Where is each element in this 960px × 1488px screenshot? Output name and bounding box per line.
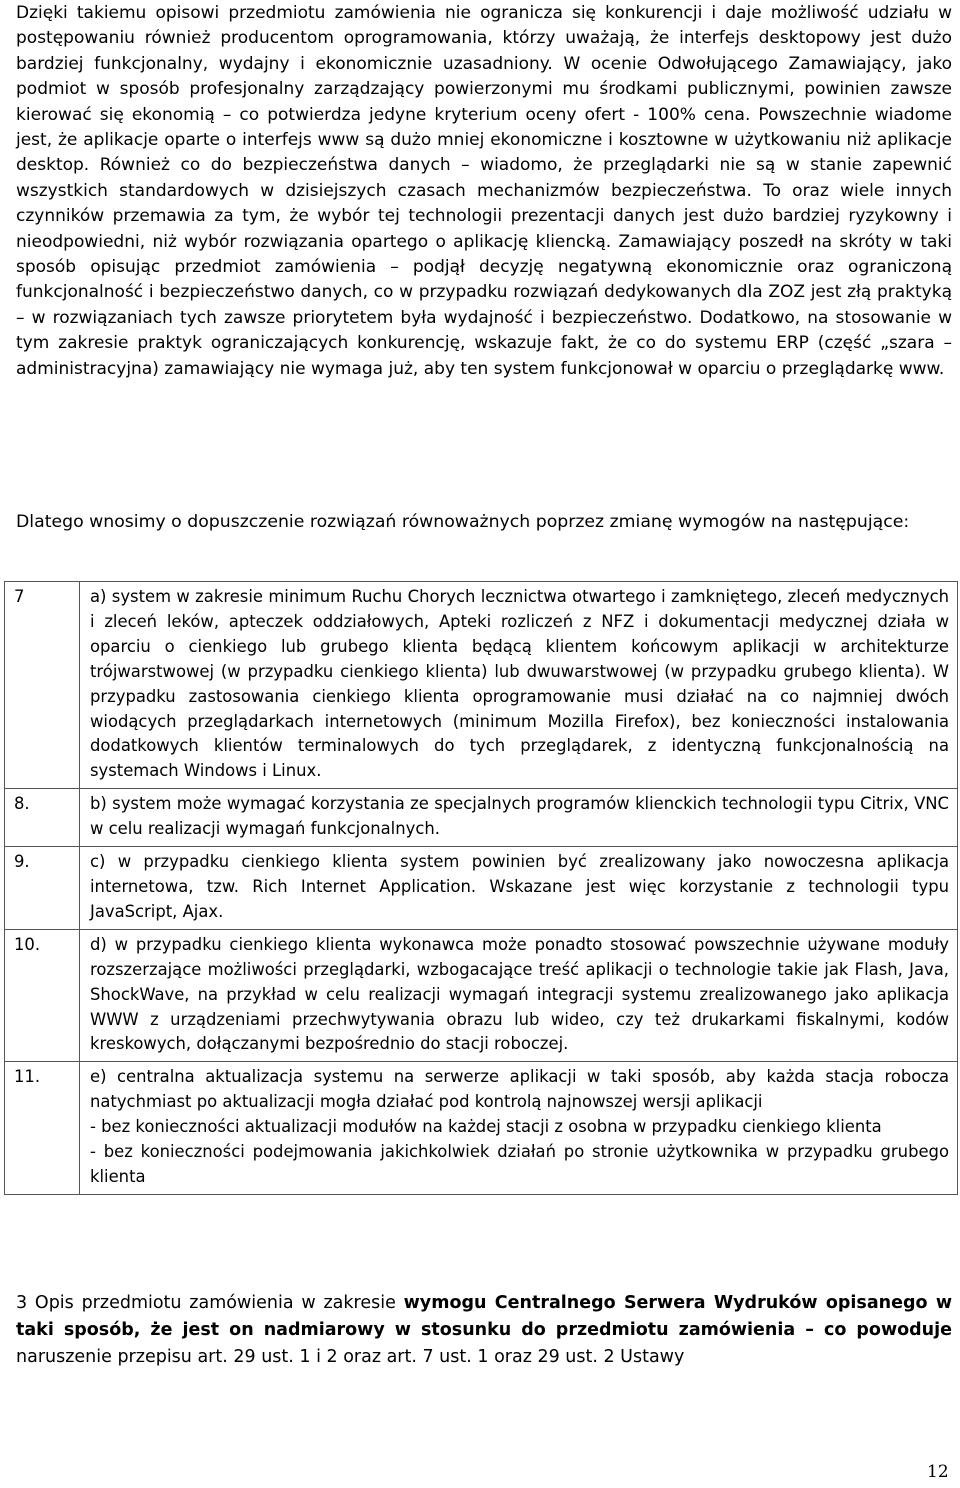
dlatego-paragraph: Dlatego wnosimy o dopuszczenie rozwiązań równoważnych poprzez zmianę wymogów na następujące:: [16, 512, 910, 532]
table-row: [5, 582, 958, 789]
requirement-line: e) centralna aktualizacja systemu na serwerze aplikacji w taki sposób, aby każda stacja robocza natychmiast po aktualizacji mogła działać pod kontrolą najnowszej wersji aplikacji: [90, 1067, 949, 1112]
section-3-tail: naruszenie przepisu art. 29 ust. 1 i 2 oraz art. 7 ust. 1 oraz 29 ust. 2 Ustawy: [16, 1347, 685, 1367]
requirement-number: 7: [5, 582, 80, 789]
requirement-text: [80, 929, 958, 1062]
requirement-line: d) w przypadku cienkiego klienta wykonawca może ponadto stosować powszechnie używane moduły rozszerzające możliwości przeglądarki, wzbogacające treść aplikacji o technologie takie jak Flash, Java, ShockWave, na przykład w celu realizacji wymagań integracji systemu zrealizowanego jako aplikacja WWW z urządzeniami przechwytywania obrazu lub wideo, czy też drukarkami fiskalnymi, kodów kreskowych, dołączanymi bezpośrednio do stacji roboczej.: [90, 934, 949, 1054]
requirement-text: [80, 789, 958, 847]
section-3-paragraph: [16, 1290, 952, 1371]
section-3-lead: 3 Opis przedmiotu zamówienia w zakresie: [16, 1293, 404, 1313]
intro-paragraph: Dzięki takiemu opisowi przedmiotu zamówienia nie ogranicza się konkurencji i daje możliwość udziału w postępowaniu również producentom oprogramowania, którzy uważają, że interfejs desktopowy jest dużo bardziej funkcjonalny, wydajny i ekonomicznie uzasadniony. W ocenie Odwołującego Zamawiający, jako podmiot w sposób profesjonalny zarządzający powierzonymi mu środkami publicznymi, powinien zawsze kierować się ekonomią – co potwierdza jedyne kryterium oceny ofert - 100% cena. Powszechnie wiadome jest, że aplikacje oparte o interfejs www są dużo mniej ekonomiczne i kosztowne w użytkowaniu niż aplikacje desktop. Również co do bezpieczeństwa danych – wiadomo, że przeglądarki nie są w stanie zapewnić wszystkich standardowych w dzisiejszych czasach mechanizmów bezpieczeństwa. To oraz wiele innych czynników przemawia za tym, że wybór tej technologii prezentacji danych jest dużo bardziej ryzykowny i nieodpowiedni, niż wybór rozwiązania opartego o aplikację kliencką. Zamawiający poszedł na skróty w taki sposób opisując przedmiot zamówienia – podjął decyzję negatywną ekonomicznie oraz ograniczoną funkcjonalność i bezpieczeństwo danych, co w przypadku rozwiązań dedykowanych dla ZOZ jest złą praktyką – w rozwiązaniach tych zawsze priorytetem była wydajność i bezpieczeństwo. Dodatkowo, na stosowanie w tym zakresie praktyk ograniczających konkurencję, wskazuje fakt, że co do systemu ERP (część „szara – administracyjna) zamawiający nie wymaga już, aby ten system funkcjonował w oparciu o przeglądarkę www.: [16, 3, 952, 379]
requirement-text: [80, 582, 958, 789]
requirement-text: [80, 1062, 958, 1195]
requirement-number: 8.: [5, 789, 80, 847]
table-row: [5, 929, 958, 1062]
requirements-table: [4, 581, 958, 1195]
requirement-line: - bez konieczności aktualizacji modułów na każdej stacji z osobna w przypadku cienkiego klienta: [90, 1117, 882, 1137]
requirement-line: b) system może wymagać korzystania ze specjalnych programów klienckich technologii typu Citrix, VNC w celu realizacji wymagań funkcjonalnych.: [90, 794, 949, 839]
requirement-number: 9.: [5, 847, 80, 930]
table-row: [5, 1062, 958, 1195]
requirement-line: - bez konieczności podejmowania jakichkolwiek działań po stronie użytkownika w przypadku grubego klienta: [90, 1142, 949, 1186]
table-row: [5, 789, 958, 847]
requirement-line: c) w przypadku cienkiego klienta system powinien być zrealizowany jako nowoczesna aplikacja internetowa, tzw. Rich Internet Application. Wskazane jest więc korzystanie z technologii typu JavaScript, Ajax.: [90, 852, 949, 921]
requirement-text: [80, 847, 958, 930]
table-row: [5, 847, 958, 930]
page-number: 12: [927, 1462, 949, 1482]
requirement-line: a) system w zakresie minimum Ruchu Chorych lecznictwa otwartego i zamkniętego, zleceń medycznych i zleceń leków, apteczek oddziałowych, Apteki rozliczeń z NFZ i dokumentacji medycznej działa w oparciu o cienkiego lub grubego klienta będącą klientem końcowym aplikacji w architekturze trójwarstwowej (w przypadku cienkiego klienta) lub dwuwarstwowej (w przypadku grubego klienta). W przypadku zastosowania cienkiego klienta oprogramowanie musi działać na co najmniej dwóch wiodących przeglądarkach internetowych (minimum Mozilla Firefox), bez konieczności instalowania dodatkowych klientów terminalowych do tych przeglądarek, z identyczną funkcjonalnością na systemach Windows i Linux.: [90, 587, 949, 781]
section-3-bold: wymogu Centralnego Serwera Wydruków opisanego w taki sposób, że jest on nadmiarowy w stosunku do przedmiotu zamówienia – co powoduje: [16, 1293, 952, 1340]
requirement-number: 11.: [5, 1062, 80, 1195]
requirement-number: 10.: [5, 929, 80, 1062]
